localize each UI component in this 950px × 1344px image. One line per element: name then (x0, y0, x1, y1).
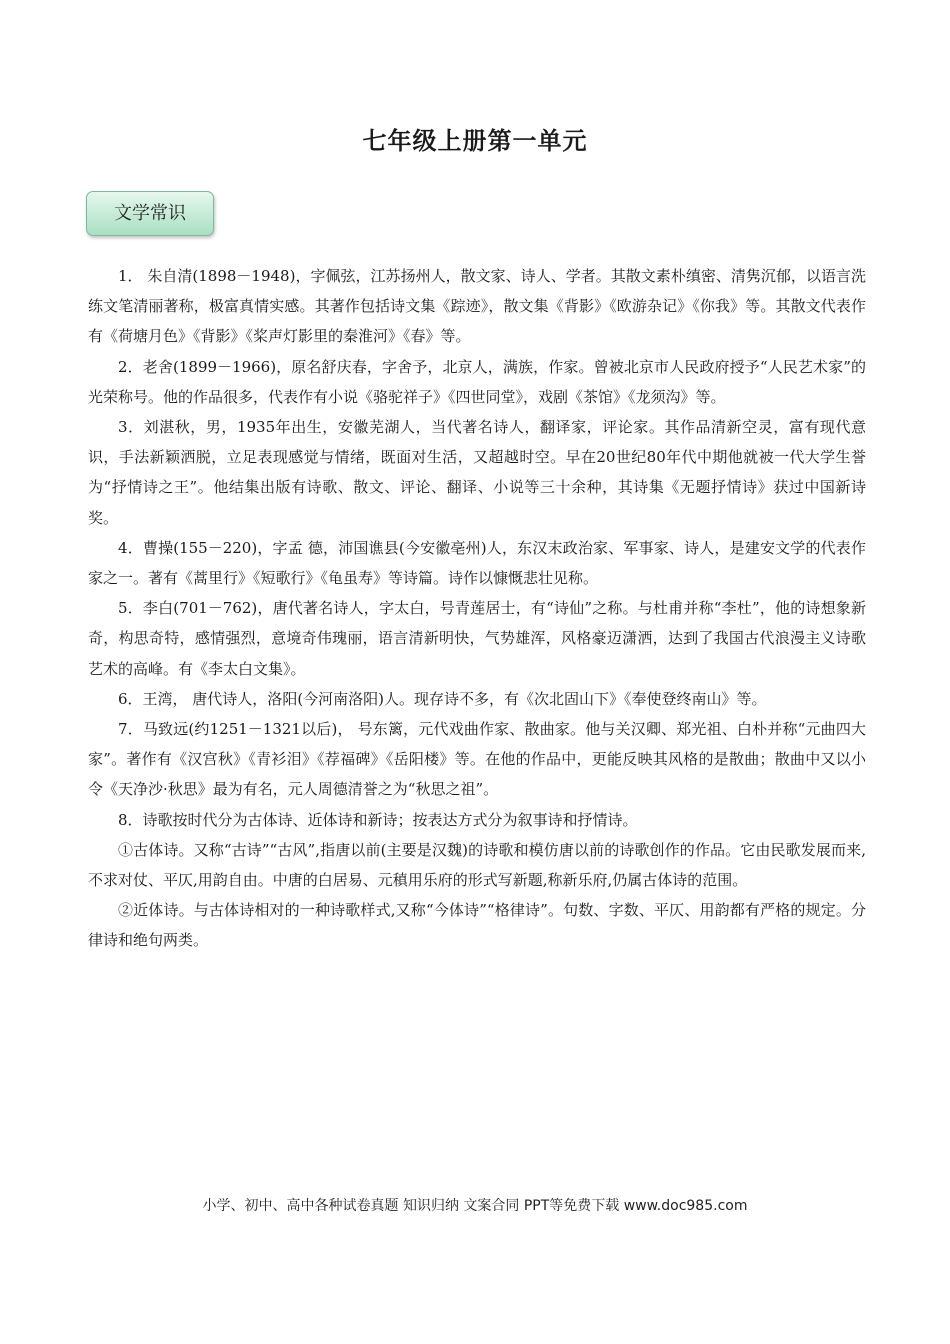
paragraph-poetry-types: 8．诗歌按时代分为古体诗、近体诗和新诗；按表达方式分为叙事诗和抒情诗。 (118, 810, 638, 829)
paragraph-li-bai: 5．李白(701－762)，唐代著名诗人，字太白，号青莲居士，有“诗仙”之称。与杜甫并称“李杜”，他的诗想象新奇，构思奇特，感情强烈，意境奇伟瑰丽，语言清新明快，气势雄浑，风格豪迈潇洒，达到了我国古代浪漫主义诗歌艺术的高峰。有《李太白文集》。 (88, 599, 866, 678)
page-title: 七年级上册第一单元 (362, 126, 588, 155)
paragraph-zhu-ziqing: 1． 朱自清(1898－1948)，字佩弦，江苏扬州人，散文家、诗人、学者。其散文素朴缜密、清隽沉郁，以语言洗练文笔清丽著称，极富真情实感。其著作包括诗文集《踪迹》，散文集《背影》《欧游杂记》《你我》等。其散文代表作有《荷塘月色》《背影》《桨声灯影里的秦淮河》《春》等。 (88, 267, 866, 346)
page-footer: 小学、初中、高中各种试卷真题 知识归纳 文案合同 PPT等免费下载 www.doc985.com (202, 1198, 748, 1214)
section-label-badge: 文学常识 (86, 191, 214, 236)
paragraph-cao-cao: 4．曹操(155－220)，字孟 德，沛国谯县(今安徽亳州)人，东汉末政治家、军事家、诗人，是建安文学的代表作家之一。著有《蒿里行》《短歌行》《龟虽寿》等诗篇。诗作以慷慨悲壮见称。 (88, 538, 866, 588)
paragraph-modern-style-poetry: ②近体诗。与古体诗相对的一种诗歌样式,又称“今体诗”“格律诗”。句数、字数、平仄、用韵都有严格的规定。分律诗和绝句两类。 (88, 901, 866, 950)
paragraph-lao-she: 2．老舍(1899－1966)，原名舒庆春，字舍予，北京人，满族，作家。曾被北京市人民政府授予“人民艺术家”的光荣称号。他的作品很多，代表作有小说《骆驼祥子》《四世同堂》，戏剧《茶馆》《龙须沟》等。 (88, 357, 866, 406)
paragraph-wang-wan: 6．王湾， 唐代诗人，洛阳(今河南洛阳)人。现存诗不多，有《次北固山下》《奉使登终南山》等。 (118, 689, 767, 708)
document-body (88, 261, 866, 956)
paragraph-ancient-poetry: ①古体诗。又称“古诗”“古风”,指唐以前(主要是汉魏)的诗歌和模仿唐以前的诗歌创作的作品。它由民歌发展而来,不求对仗、平仄,用韵自由。中唐的白居易、元稹用乐府的形式写新题,称新乐府,仍属古体诗的范围。 (88, 840, 866, 890)
paragraph-ma-zhiyuan: 7．马致远(约1251－1321以后)， 号东篱，元代戏曲作家、散曲家。他与关汉卿、郑光祖、白朴并称“元曲四大家”。著作有《汉宫秋》《青衫泪》《荐福碑》《岳阳楼》等。在他的作品中，更能反映其风格的是散曲；散曲中又以小令《天净沙·秋思》最为有名，元人周德清誉之为“秋思之祖”。 (88, 720, 866, 799)
paragraph-liu-zhanqiu: 3．刘湛秋，男，1935年出生，安徽芜湖人，当代著名诗人，翻译家，评论家。其作品清新空灵，富有现代意识，手法新颖洒脱，立足表现感觉与情绪，既面对生活，又超越时空。早在20世纪80年代中期他就被一代大学生誉为“抒情诗之王”。他结集出版有诗歌、散文、评论、翻译、小说等三十余种，其诗集《无题抒情诗》获过中国新诗奖。 (88, 418, 866, 527)
